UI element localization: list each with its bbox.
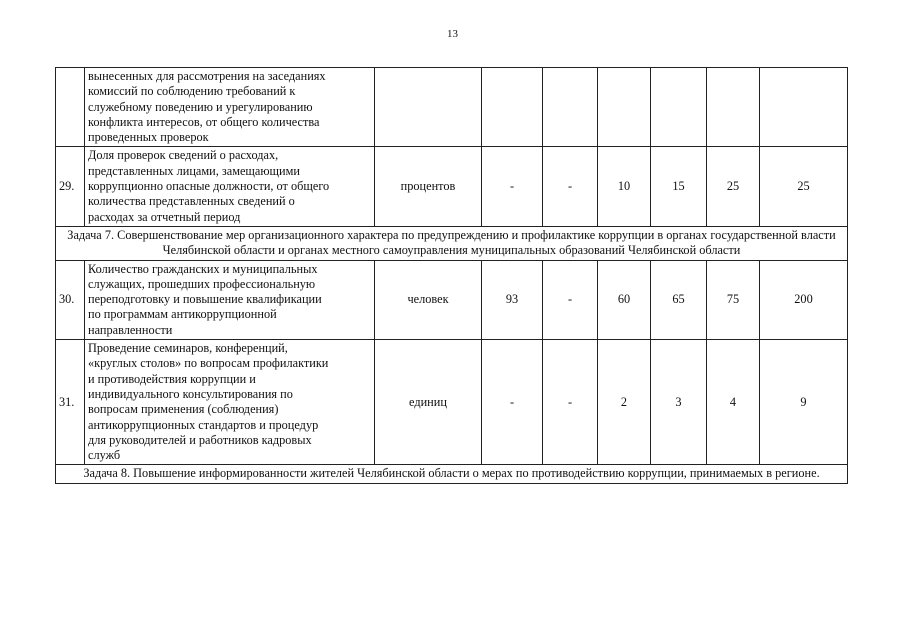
value-cell: -	[482, 340, 543, 465]
value-cell	[598, 68, 651, 147]
value-cell: -	[543, 147, 598, 226]
task-row	[56, 465, 848, 483]
value-cell: 9	[760, 340, 848, 465]
description-line: Проведение семинаров, конференций,	[88, 341, 288, 356]
indicator-row	[56, 340, 848, 465]
description-line: Доля проверок сведений о расходах,	[88, 148, 279, 163]
description-line: коррупционно опасные должности, от общего	[88, 179, 330, 194]
indicator-description	[85, 147, 375, 226]
description-line: представленных лицами, замещающими	[88, 163, 300, 178]
description-line: проведенных проверок	[88, 130, 209, 145]
indicator-row	[56, 260, 848, 339]
value-cell: 65	[651, 260, 707, 339]
value-cell: 15	[651, 147, 707, 226]
description-line: индивидуального консультирования по	[88, 386, 293, 401]
unit-cell: процентов	[375, 147, 482, 226]
value-cell: 4	[707, 340, 760, 465]
value-cell	[482, 68, 543, 147]
indicator-row	[56, 68, 848, 147]
value-cell	[707, 68, 760, 147]
description-line: комиссий по соблюдению требований к	[88, 84, 296, 99]
indicators-table	[55, 67, 848, 484]
task-heading: Задача 8. Повышение информированности жителей Челябинской области о мерах по противодействию коррупции, принимаемых в регионе.	[56, 465, 848, 483]
row-number	[56, 68, 85, 147]
description-line: служебному поведению и урегулированию	[88, 99, 313, 114]
value-cell: 3	[651, 340, 707, 465]
description-line: направленности	[88, 322, 173, 337]
description-line: расходах за отчетный период	[88, 209, 241, 224]
value-cell	[760, 68, 848, 147]
value-cell: 60	[598, 260, 651, 339]
value-cell: -	[543, 260, 598, 339]
description-line: служащих, прошедших профессиональную	[88, 276, 316, 291]
indicator-description	[85, 68, 375, 147]
value-cell: 25	[707, 147, 760, 226]
description-line: вопросам применения (соблюдения)	[88, 402, 279, 417]
indicator-row	[56, 147, 848, 226]
value-cell	[651, 68, 707, 147]
value-cell: 93	[482, 260, 543, 339]
indicator-description	[85, 340, 375, 465]
description-line: «круглых столов» по вопросам профилактики	[88, 356, 329, 371]
description-line: служб	[88, 448, 121, 463]
description-line: переподготовку и повышение квалификации	[88, 292, 322, 307]
description-line: конфликта интересов, от общего количества	[88, 114, 320, 129]
description-line: количества представленных сведений о	[88, 194, 295, 209]
row-number: 29.	[56, 147, 85, 226]
description-line: и противодействия коррупции и	[88, 371, 256, 386]
value-cell: 200	[760, 260, 848, 339]
indicator-description	[85, 260, 375, 339]
task-heading: Задача 7. Совершенствование мер организационного характера по предупреждению и профилактике коррупции в органах государственной власти Челябинской области и органах местного самоуправления муниципальных образований Челябинской области	[56, 226, 848, 260]
value-cell: 25	[760, 147, 848, 226]
value-cell: 2	[598, 340, 651, 465]
description-line: по программам антикоррупционной	[88, 307, 277, 322]
description-line: для руководителей и работников кадровых	[88, 432, 312, 447]
value-cell: 75	[707, 260, 760, 339]
value-cell: 10	[598, 147, 651, 226]
value-cell: -	[543, 340, 598, 465]
unit-cell: единиц	[375, 340, 482, 465]
description-line: Количество гражданских и муниципальных	[88, 261, 318, 276]
unit-cell	[375, 68, 482, 147]
value-cell: -	[482, 147, 543, 226]
row-number: 30.	[56, 260, 85, 339]
task-row	[56, 226, 848, 260]
unit-cell: человек	[375, 260, 482, 339]
row-number: 31.	[56, 340, 85, 465]
description-line: антикоррупционных стандартов и процедур	[88, 417, 319, 432]
description-line: вынесенных для рассмотрения на заседаниях	[88, 69, 326, 83]
page-number: 13	[447, 28, 458, 40]
value-cell	[543, 68, 598, 147]
